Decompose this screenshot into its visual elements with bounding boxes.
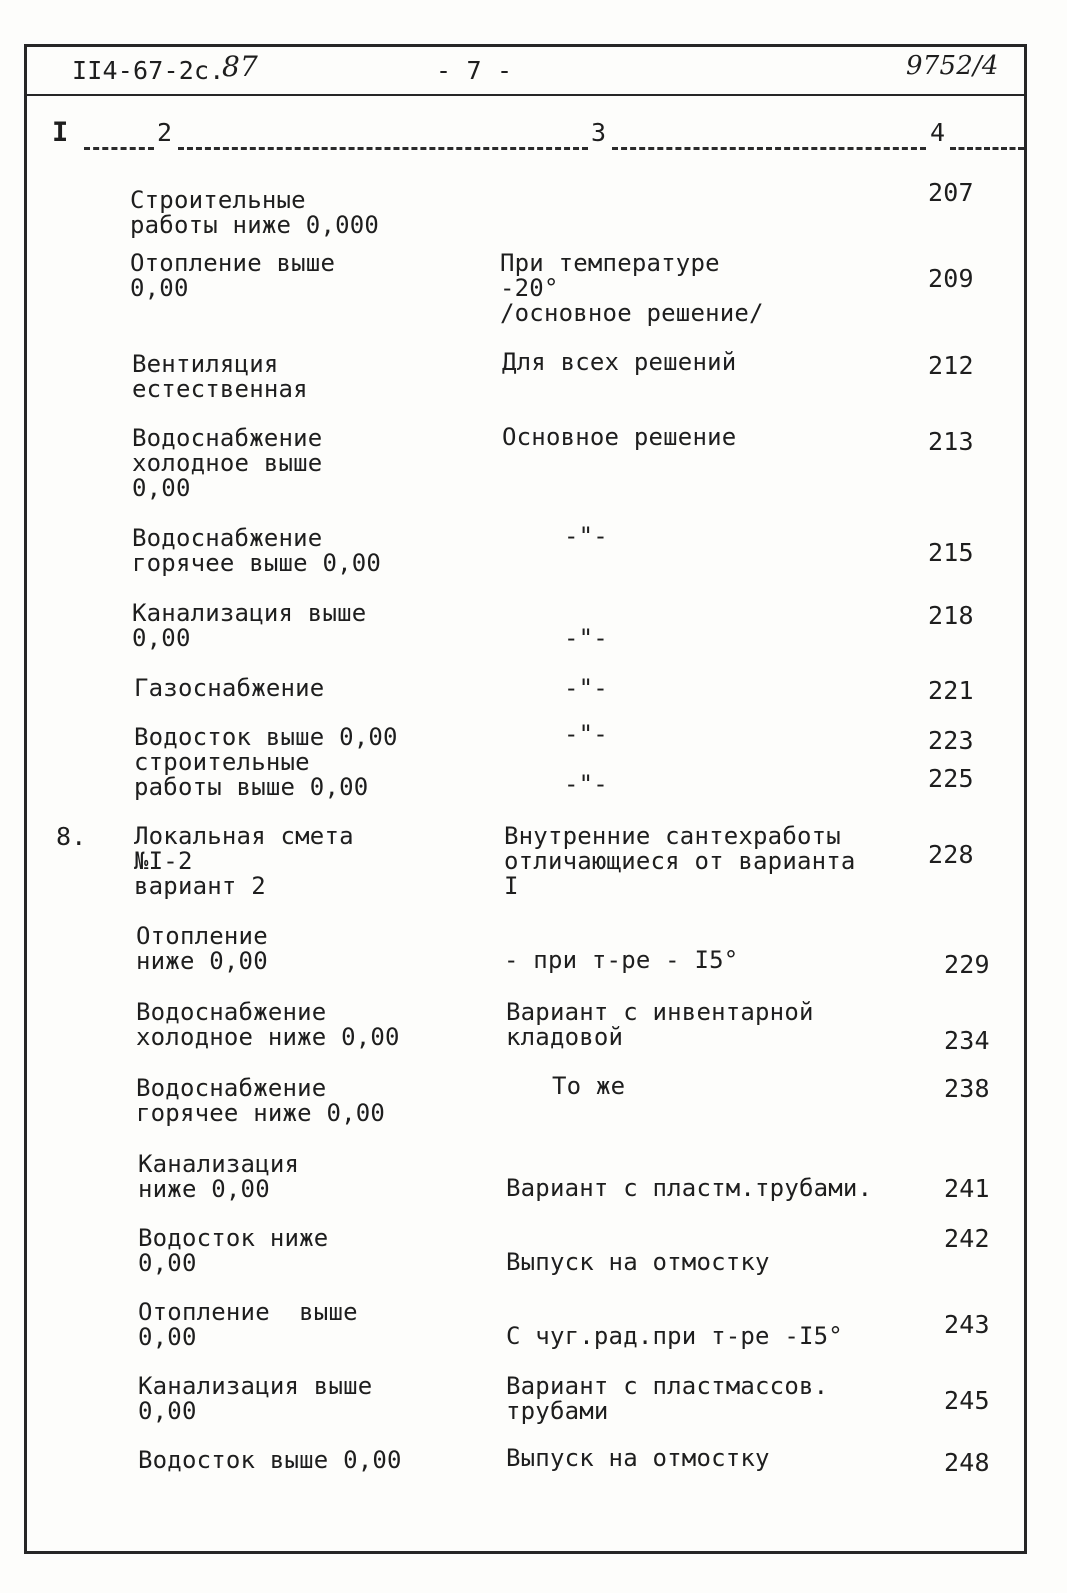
row-2-name: Вентиляция естественная <box>132 350 308 403</box>
row-3-note: Основное решение <box>502 423 737 451</box>
row-17-note: Выпуск на отмостку <box>506 1444 770 1472</box>
row-1-name: Отопление выше 0,00 <box>130 249 336 302</box>
row-15-page: 243 <box>944 1310 990 1339</box>
row-10-note: - при т-ре - I5° <box>504 946 739 974</box>
col-2-header: 2 <box>157 118 173 147</box>
row-3-page: 213 <box>928 427 974 456</box>
row-4-page: 215 <box>928 538 974 567</box>
row-2-note: Для всех решений <box>502 348 737 376</box>
row-11-note: Вариант с инвентарной кладовой <box>506 998 814 1051</box>
row-7-page: 223 <box>928 726 974 755</box>
row-12-note: То же <box>552 1072 626 1100</box>
row-5-page: 218 <box>928 601 974 630</box>
row-15-note: С чуг.рад.при т-ре -I5° <box>506 1322 843 1350</box>
col-1-header: I <box>52 117 69 148</box>
page-number: - 7 - <box>436 56 513 85</box>
row-9-page: 228 <box>928 840 974 869</box>
row-17-name: Водосток выше 0,00 <box>138 1446 402 1474</box>
row-11-name: Водоснабжение холодное ниже 0,00 <box>136 998 400 1051</box>
row-6-name: Газоснабжение <box>134 674 325 702</box>
row-16-note: Вариант с пластмассов. трубами <box>506 1372 829 1425</box>
row-9-name: Локальная смета №I-2 вариант 2 <box>134 822 354 900</box>
row-12-name: Водоснабжение горячее ниже 0,00 <box>136 1074 386 1127</box>
row-12-page: 238 <box>944 1074 990 1103</box>
column-dash-3 <box>612 147 926 150</box>
column-dash-4 <box>950 147 1024 150</box>
row-13-note: Вариант с пластм.трубами. <box>506 1174 873 1202</box>
row-0-name: Строительные работы ниже 0,000 <box>130 186 380 239</box>
row-8-page: 225 <box>928 764 974 793</box>
row-5-note: -"- <box>564 624 608 652</box>
row-17-page: 248 <box>944 1448 990 1477</box>
row-10-name: Отопление ниже 0,00 <box>136 922 268 975</box>
row-11-page: 234 <box>944 1026 990 1055</box>
row-3-name: Водоснабжение холодное выше 0,00 <box>132 424 323 502</box>
doc-code: II4-67-2с. <box>72 56 225 85</box>
row-13-name: Канализация ниже 0,00 <box>138 1150 300 1203</box>
row-9-number: 8. <box>56 822 87 851</box>
row-2-page: 212 <box>928 351 974 380</box>
row-15-name: Отопление выше 0,00 <box>138 1298 358 1351</box>
col-3-header: 3 <box>591 118 607 147</box>
row-9-note: Внутренние сантехработы отличающиеся от варианта I <box>504 822 856 900</box>
row-8-name: строительные работы выше 0,00 <box>134 748 369 801</box>
column-dash-2 <box>178 147 588 150</box>
row-1-note: При температуре -20° /основное решение/ <box>500 249 764 327</box>
col-4-header: 4 <box>930 118 946 147</box>
row-7-note: -"- <box>564 720 608 748</box>
row-6-note: -"- <box>564 674 608 702</box>
row-10-page: 229 <box>944 950 990 979</box>
row-13-page: 241 <box>944 1174 990 1203</box>
row-4-name: Водоснабжение горячее выше 0,00 <box>132 524 382 577</box>
row-0-page: 207 <box>928 178 974 207</box>
header-rule <box>24 94 1027 96</box>
row-4-note: -"- <box>564 522 608 550</box>
row-14-note: Выпуск на отмостку <box>506 1248 770 1276</box>
row-16-page: 245 <box>944 1386 990 1415</box>
row-1-page: 209 <box>928 264 974 293</box>
row-5-name: Канализация выше 0,00 <box>132 599 367 652</box>
row-14-page: 242 <box>944 1224 990 1253</box>
row-14-name: Водосток ниже 0,00 <box>138 1224 329 1277</box>
doc-code-handwritten: 87 <box>222 50 259 83</box>
row-8-note: -"- <box>564 770 608 798</box>
row-16-name: Канализация выше 0,00 <box>138 1372 373 1425</box>
row-7-name: Водосток выше 0,00 <box>134 723 398 751</box>
reference-number: 9752/4 <box>906 51 999 81</box>
row-6-page: 221 <box>928 676 974 705</box>
column-dash-1 <box>84 147 154 150</box>
